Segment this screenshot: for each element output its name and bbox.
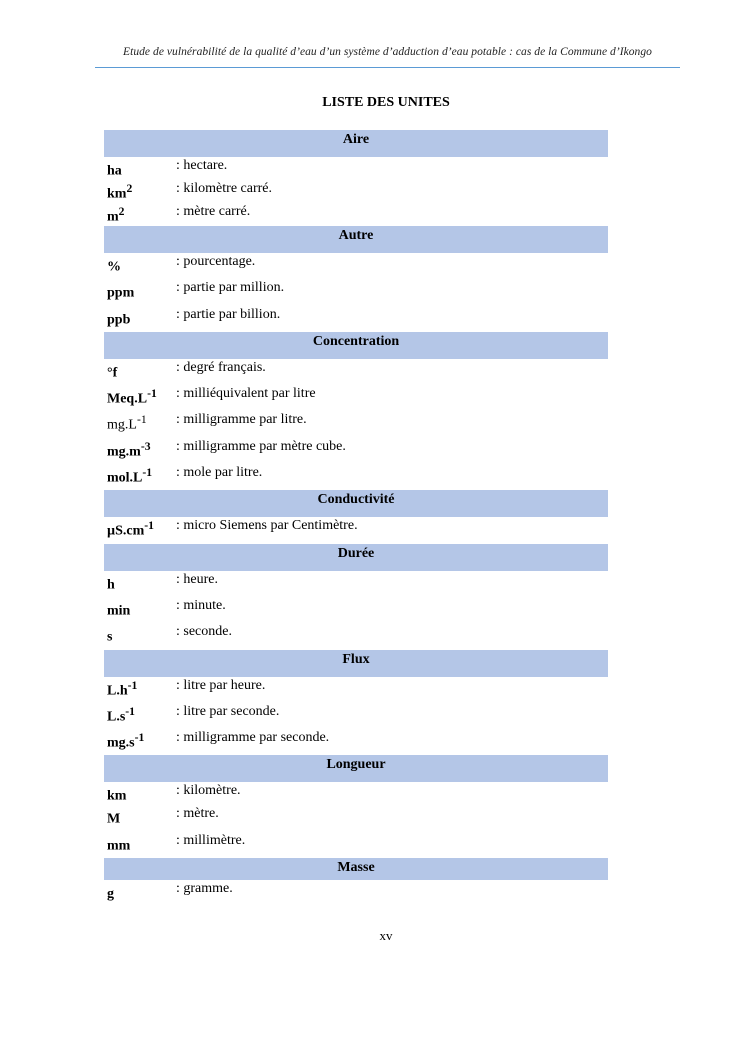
unit-symbol: $km^2$ — [107, 182, 133, 202]
unit-row — [104, 180, 608, 203]
unit-symbol: ha — [107, 163, 122, 179]
unit-symbol: g — [107, 886, 114, 902]
unit-row — [104, 306, 608, 332]
unit-row — [104, 517, 608, 543]
unit-row — [104, 438, 608, 464]
unit-row — [104, 464, 608, 490]
page-title: LISTE DES UNITES — [322, 95, 450, 110]
unit-symbol: s — [107, 629, 113, 645]
section-header-flux: Flux — [104, 650, 608, 677]
unit-symbol: min — [107, 603, 131, 619]
unit-symbol: $mol.L^{-1}$ — [107, 466, 153, 486]
unit-description: : mole par litre. — [176, 465, 263, 481]
unit-row — [104, 729, 608, 755]
unit-description: : litre par seconde. — [176, 703, 280, 719]
unit-symbol: % — [107, 259, 121, 275]
unit-symbol: M — [107, 812, 121, 828]
unit-description: : mètre. — [176, 806, 219, 822]
unit-description: : partie par billion. — [176, 306, 281, 322]
unit-description: : litre par heure. — [176, 677, 266, 693]
unit-symbol: $mg.s^{-1}$ — [107, 731, 145, 751]
unit-symbol: $L.s^{-1}$ — [107, 704, 136, 725]
unit-row — [104, 832, 608, 858]
unit-row — [104, 880, 608, 906]
unit-symbol: $mg.L^{-1}$ — [107, 413, 147, 434]
unit-symbol: $Meq.L^{-1}$ — [107, 387, 157, 407]
unit-symbol: km — [107, 789, 127, 805]
unit-symbol: ppb — [107, 312, 131, 328]
section-header-autre: Autre — [104, 226, 608, 253]
section-header-conductivite: Conductivité — [104, 490, 608, 517]
unit-symbol: ppm — [107, 285, 135, 301]
unit-description: : milligramme par seconde. — [176, 730, 330, 746]
section-header-masse: Masse — [104, 858, 608, 880]
unit-row — [104, 571, 608, 597]
unit-description: : heure. — [176, 571, 218, 587]
unit-description: : pourcentage. — [176, 254, 256, 269]
page-number: xv — [379, 928, 393, 943]
unit-row — [104, 677, 608, 703]
unit-row — [104, 253, 608, 279]
unit-row — [104, 805, 608, 831]
unit-description: : milligramme par litre. — [176, 412, 307, 428]
section-header-concentration: Concentration — [104, 332, 608, 359]
unit-symbol: $L.h^{-1}$ — [107, 678, 138, 699]
units-table — [104, 130, 608, 906]
unit-description: : millimètre. — [176, 832, 246, 848]
unit-row — [104, 411, 608, 437]
unit-description: : minute. — [176, 597, 226, 613]
unit-row — [104, 782, 608, 805]
section-header-aire: Aire — [104, 130, 608, 157]
unit-description: : mètre carré. — [176, 204, 251, 219]
unit-row — [104, 359, 608, 385]
section-header-duree: Durée — [104, 544, 608, 571]
unit-description: : kilomètre. — [176, 783, 241, 799]
unit-row — [104, 203, 608, 226]
header-rule — [95, 67, 680, 68]
unit-description: : gramme. — [176, 881, 233, 897]
section-header-longueur: Longueur — [104, 755, 608, 782]
unit-symbol: $\mu S.cm^{-1}$ — [107, 519, 154, 540]
unit-row — [104, 703, 608, 729]
unit-row — [104, 597, 608, 623]
unit-row — [104, 623, 608, 649]
unit-description: : micro Siemens par Centimètre. — [176, 518, 358, 534]
unit-symbol: h — [107, 577, 115, 593]
unit-description: : partie par million. — [176, 280, 285, 296]
unit-description: : hectare. — [176, 158, 228, 173]
unit-description: : seconde. — [176, 624, 232, 640]
unit-symbol: $mg.m^{-3}$ — [107, 439, 151, 460]
unit-description: : milligramme par mètre cube. — [176, 438, 346, 454]
running-header: Etude de vulnérabilité de la qualité d’eau d’un système d’adduction d’eau potable : cas de la Commune d’Ikongo — [123, 46, 652, 58]
unit-description: : kilomètre carré. — [176, 181, 273, 196]
unit-description: : degré français. — [176, 359, 266, 375]
unit-symbol: mm — [107, 838, 131, 854]
unit-description: : milliéquivalent par litre — [176, 386, 316, 402]
unit-row — [104, 279, 608, 305]
unit-symbol: $m^2$ — [107, 205, 125, 225]
unit-row — [104, 385, 608, 411]
unit-symbol: °f — [107, 365, 118, 381]
unit-row — [104, 157, 608, 180]
